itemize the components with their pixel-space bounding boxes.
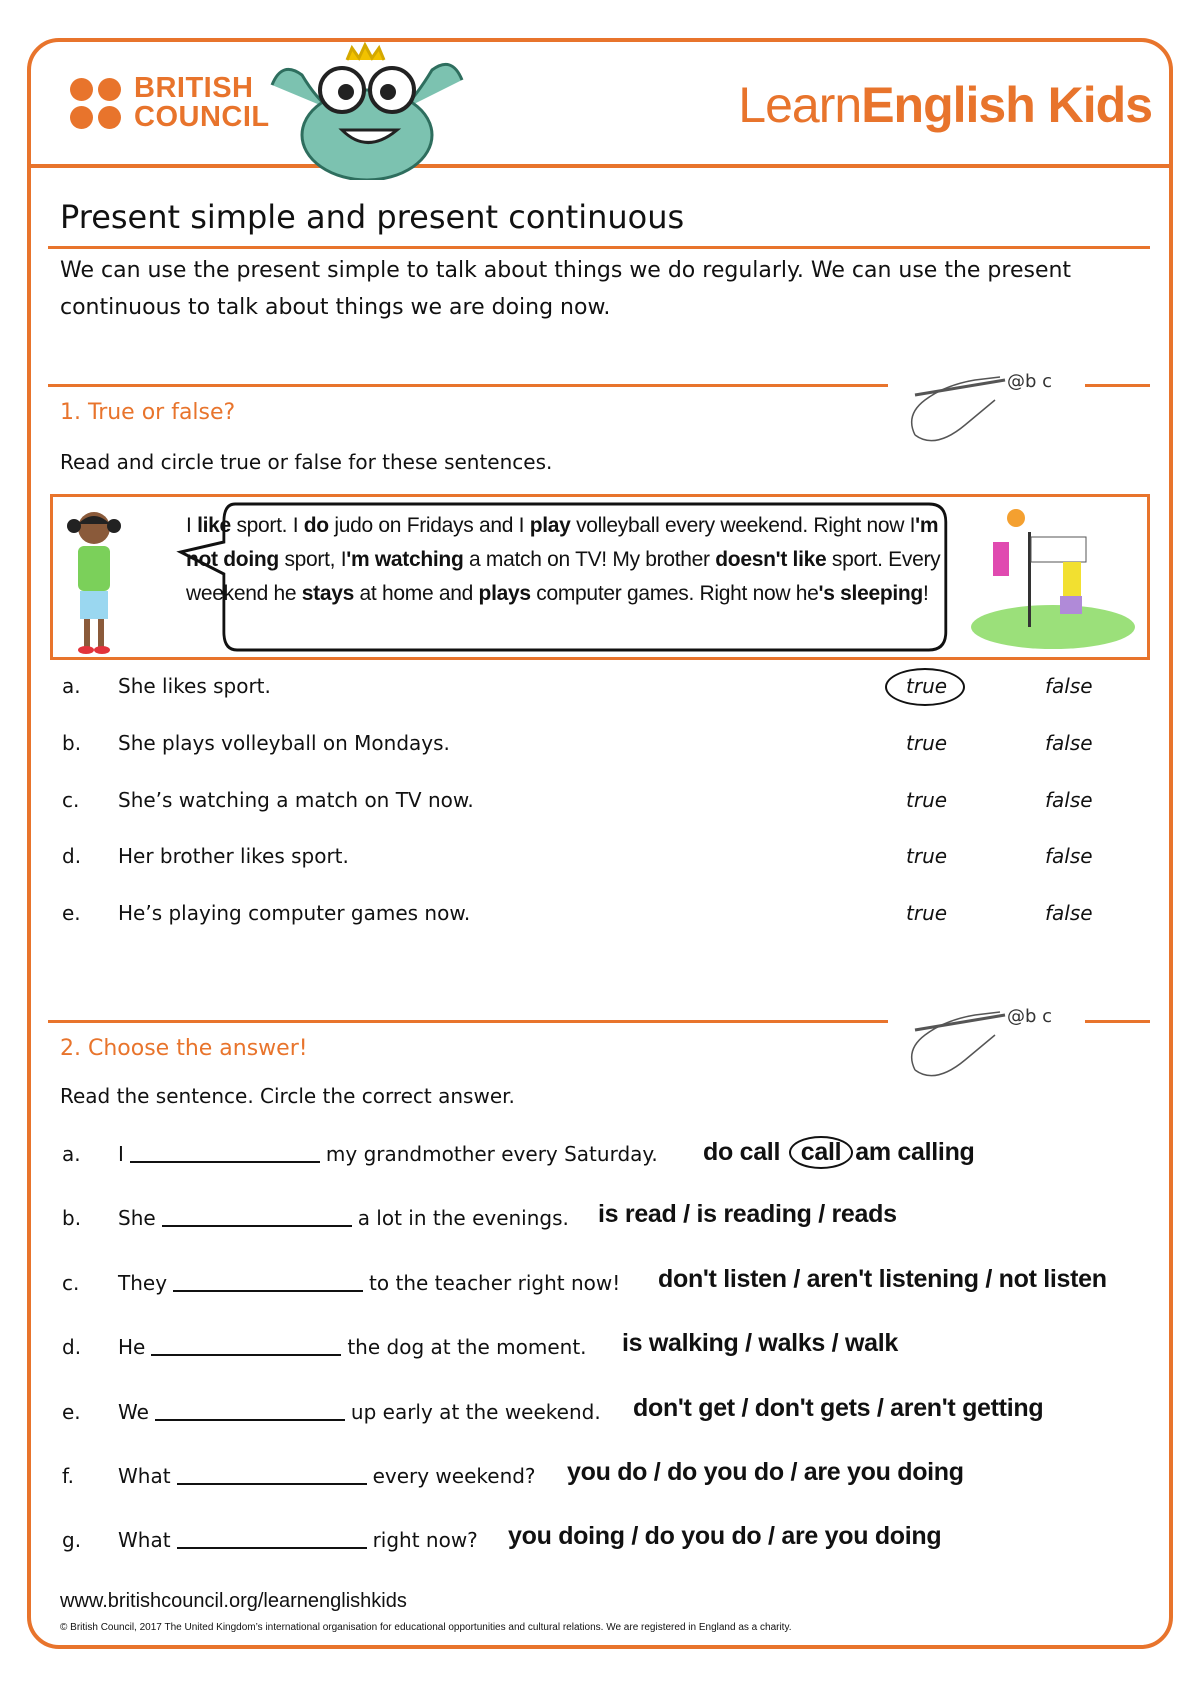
false-option[interactable]: false	[1045, 844, 1093, 868]
sentence-end: my grandmother every Saturday.	[325, 1142, 658, 1166]
answer-option[interactable]: you do	[567, 1458, 648, 1486]
story-verb: play	[529, 514, 571, 537]
answer-options	[633, 1394, 1043, 1423]
answer-blank[interactable]	[155, 1419, 345, 1421]
learnenglish-kids-logo: LearnEnglish Kids	[738, 77, 1152, 133]
story-run: a match on TV! My brother	[463, 548, 716, 571]
answer-options	[703, 1136, 975, 1169]
story-run: judo on Fridays and I	[328, 514, 530, 537]
sentence-end: to the teacher right now!	[369, 1271, 621, 1295]
answer-option[interactable]: walk	[844, 1329, 898, 1357]
answer-option[interactable]: do call	[703, 1138, 781, 1166]
sentence-end: right now?	[372, 1528, 478, 1552]
sentence-start: What	[118, 1464, 171, 1488]
story-run: computer games. Right now he	[530, 582, 819, 605]
story-run: I	[186, 514, 198, 537]
true-option[interactable]: true	[906, 674, 948, 698]
answer-blank[interactable]	[173, 1290, 363, 1292]
choose-item	[0, 1518, 1200, 1562]
answer-options	[658, 1265, 1107, 1294]
svg-text:@b c: @b c	[1007, 1006, 1053, 1027]
option-separator: /	[786, 1265, 807, 1293]
answer-option[interactable]: do you do	[644, 1522, 762, 1550]
choose-item-letter: g.	[62, 1528, 82, 1552]
answer-option[interactable]: do you do	[667, 1458, 784, 1486]
choose-item	[0, 1454, 1200, 1498]
choose-item-letter: e.	[62, 1400, 81, 1424]
option-separator: /	[811, 1200, 832, 1228]
british-council-logo	[70, 74, 280, 134]
answer-option[interactable]: walks	[758, 1329, 826, 1357]
bc-logo-line2: COUNCIL	[134, 101, 270, 133]
option-separator: /	[676, 1200, 697, 1228]
monster-mascot-icon	[262, 40, 472, 180]
bc-logo-line1: BRITISH	[134, 72, 254, 104]
section2-instruction: Read the sentence. Circle the correct answer.	[60, 1084, 515, 1108]
section2-divider-right	[1085, 1020, 1150, 1023]
choose-item	[0, 1325, 1200, 1369]
sentence-start: I	[118, 1142, 124, 1166]
answer-option[interactable]: am calling	[855, 1138, 975, 1166]
story-verb: plays	[478, 582, 531, 605]
footer-copyright: © British Council, 2017 The United Kingdom’s international organisation for educational opportunities and cultural relations. We are registered in England as a charity.	[60, 1622, 792, 1633]
answer-option[interactable]: you doing	[508, 1522, 625, 1550]
story-run: sport. I	[230, 514, 304, 537]
story-verb: like	[197, 514, 231, 537]
answer-option[interactable]: don't get	[633, 1394, 735, 1422]
answer-blank[interactable]	[162, 1225, 352, 1227]
sentence-start: He	[118, 1335, 146, 1359]
sentence-start: We	[118, 1400, 149, 1424]
answer-option[interactable]: not listen	[998, 1265, 1107, 1293]
option-separator: /	[783, 1458, 804, 1486]
choose-item	[0, 1390, 1200, 1434]
answer-option[interactable]: don't gets	[754, 1394, 871, 1422]
choose-item	[0, 1196, 1200, 1240]
section1-divider	[48, 384, 888, 387]
answer-option[interactable]: are you doing	[781, 1522, 942, 1550]
option-separator: /	[978, 1265, 999, 1293]
girl-illustration-icon	[58, 506, 130, 656]
tf-item-text: She plays volleyball on Mondays.	[118, 731, 450, 755]
answer-options	[567, 1458, 964, 1487]
tf-item	[0, 782, 1200, 822]
section2-divider	[48, 1020, 888, 1023]
answer-option-circled[interactable]: call	[789, 1136, 854, 1169]
answer-option[interactable]: are you doing	[803, 1458, 964, 1486]
sentence-start: She	[118, 1206, 156, 1230]
writing-hand-icon	[895, 355, 1085, 455]
tf-item	[0, 668, 1200, 708]
false-option[interactable]: false	[1045, 674, 1093, 698]
story-verb: do	[303, 514, 329, 537]
tf-item-text: He’s playing computer games now.	[118, 901, 471, 925]
choose-item-letter: d.	[62, 1335, 82, 1359]
sentence-end: the dog at the moment.	[347, 1335, 587, 1359]
story-verb: 'm not doing	[186, 514, 939, 571]
option-separator: /	[761, 1522, 782, 1550]
story-text	[186, 509, 946, 611]
sentence-end: up early at the weekend.	[350, 1400, 601, 1424]
false-option[interactable]: false	[1045, 901, 1093, 925]
title-divider	[48, 246, 1150, 249]
intro-text: We can use the present simple to talk about things we do regularly. We can use the present continuous to talk about things we are doing now.	[60, 258, 1072, 320]
option-separator: /	[734, 1394, 755, 1422]
answer-blank[interactable]	[151, 1354, 341, 1356]
tf-item-letter: c.	[62, 788, 80, 812]
answer-blank[interactable]	[177, 1547, 367, 1549]
option-separator: /	[870, 1394, 891, 1422]
answer-options	[622, 1329, 898, 1358]
choose-item-letter: a.	[62, 1142, 81, 1166]
story-run: !	[922, 582, 929, 605]
bc-dots-icon	[70, 78, 124, 132]
false-option[interactable]: false	[1045, 788, 1093, 812]
answer-option[interactable]: aren't getting	[890, 1394, 1044, 1422]
answer-option[interactable]: is walking	[622, 1329, 739, 1357]
story-run: at home and	[354, 582, 479, 605]
false-option[interactable]: false	[1045, 731, 1093, 755]
section1-divider-right	[1085, 384, 1150, 387]
option-separator: /	[624, 1522, 645, 1550]
tf-item-text: She’s watching a match on TV now.	[118, 788, 474, 812]
story-verb: 'm watching	[346, 548, 464, 571]
option-separator: /	[738, 1329, 759, 1357]
tf-item-letter: a.	[62, 674, 81, 698]
tf-item-letter: b.	[62, 731, 82, 755]
answer-option[interactable]: aren't listening	[806, 1265, 979, 1293]
tf-item	[0, 838, 1200, 878]
option-separator: /	[647, 1458, 668, 1486]
section2-title: 2. Choose the answer!	[60, 1036, 308, 1061]
tf-item-letter: d.	[62, 844, 82, 868]
choose-item	[0, 1132, 1200, 1176]
volleyball-illustration-icon	[968, 502, 1138, 652]
answer-option[interactable]: is reading	[696, 1200, 812, 1228]
tf-item-letter: e.	[62, 901, 81, 925]
sentence-start: What	[118, 1528, 171, 1552]
writing-hand-icon	[895, 990, 1085, 1090]
section1-title: 1. True or false?	[60, 400, 236, 425]
footer-url[interactable]: www.britishcouncil.org/learnenglishkids	[60, 1590, 407, 1612]
story-verb: doesn't like	[715, 548, 827, 571]
story-run: sport, I	[278, 548, 347, 571]
choose-item	[0, 1261, 1200, 1305]
true-option[interactable]: true	[906, 901, 948, 925]
option-separator: /	[825, 1329, 845, 1357]
page-title: Present simple and present continuous	[60, 198, 685, 236]
tf-item	[0, 895, 1200, 935]
sentence-end: a lot in the evenings.	[357, 1206, 569, 1230]
answer-blank[interactable]	[177, 1483, 367, 1485]
choose-item-letter: f.	[62, 1464, 74, 1488]
answer-blank[interactable]	[130, 1161, 320, 1163]
true-option[interactable]: true	[906, 788, 948, 812]
story-verb: stays	[301, 582, 355, 605]
tf-item	[0, 725, 1200, 765]
section1-instruction: Read and circle true or false for these sentences.	[60, 450, 553, 474]
answer-option[interactable]: is read	[598, 1200, 677, 1228]
choose-item-letter: c.	[62, 1271, 80, 1295]
true-option[interactable]: true	[906, 731, 948, 755]
story-run: sport. Every weekend he	[186, 548, 941, 605]
sentence-start: They	[118, 1271, 168, 1295]
choose-item-letter: b.	[62, 1206, 82, 1230]
tf-item-text: Her brother likes sport.	[118, 844, 349, 868]
true-option[interactable]: true	[906, 844, 948, 868]
sentence-end: every weekend?	[372, 1464, 536, 1488]
svg-text:@b c: @b c	[1007, 371, 1053, 392]
header-divider	[30, 164, 1170, 168]
answer-options	[508, 1522, 941, 1551]
answer-option[interactable]: don't listen	[658, 1265, 787, 1293]
answer-options	[598, 1200, 897, 1229]
story-verb: 's sleeping	[818, 582, 923, 605]
answer-option[interactable]: reads	[831, 1200, 897, 1228]
tf-item-text: She likes sport.	[118, 674, 271, 698]
story-run: volleyball every weekend. Right now I	[570, 514, 916, 537]
